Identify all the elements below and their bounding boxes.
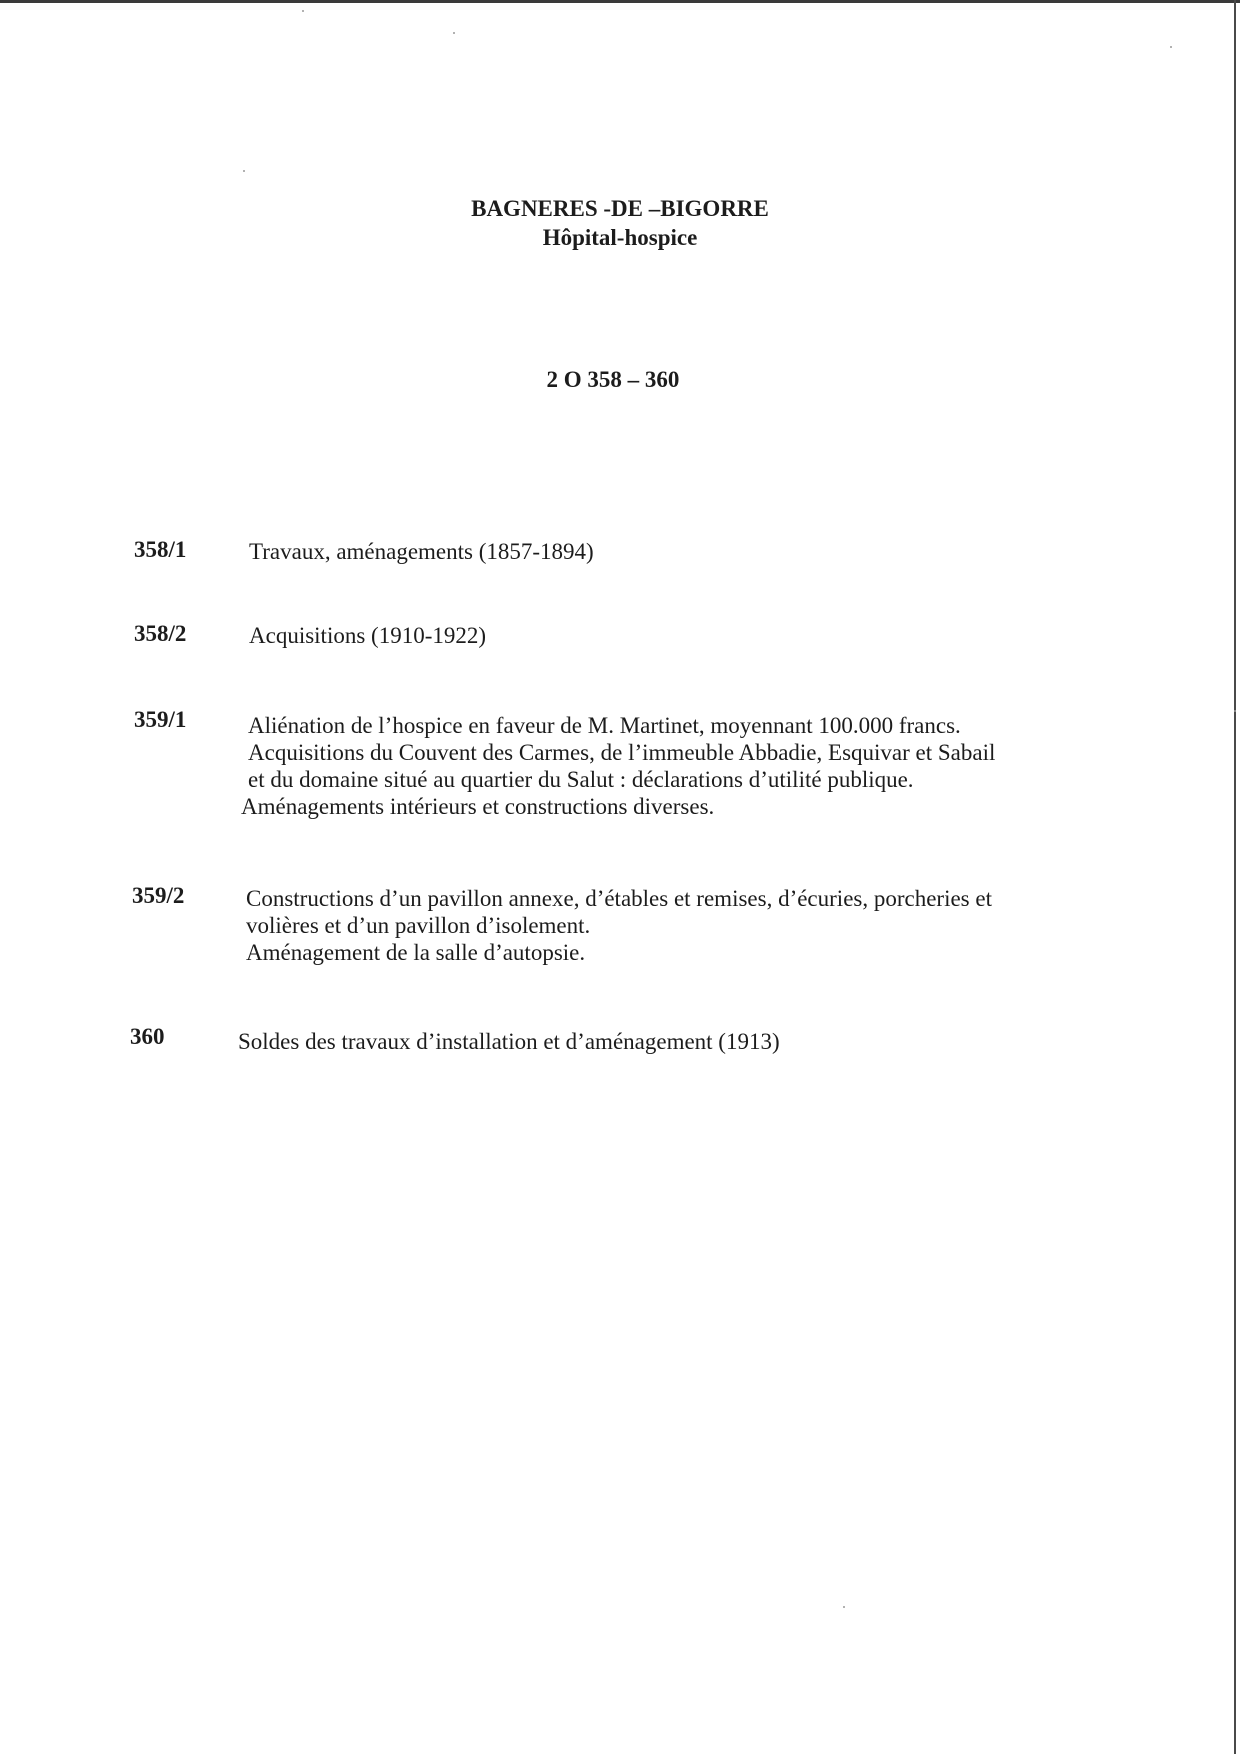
entry-description xyxy=(249,622,486,649)
entry-description xyxy=(241,712,996,820)
entry-ref: 359/1 xyxy=(134,707,187,732)
scan-speck xyxy=(1170,46,1172,48)
entry-ref: 358/2 xyxy=(134,621,187,646)
scan-speck xyxy=(243,170,245,172)
entry-ref: 359/2 xyxy=(132,883,185,908)
scan-speck xyxy=(1234,710,1236,712)
entry-line: volières et d’un pavillon d’isolement. xyxy=(246,913,591,938)
page-title: BAGNERES -DE –BIGORRE xyxy=(471,196,769,221)
entry-description xyxy=(238,1028,780,1055)
archive-cote: 2 O 358 – 360 xyxy=(546,367,680,392)
scan-speck xyxy=(843,1606,845,1608)
scan-border-right xyxy=(1234,0,1236,1754)
scan-speck xyxy=(302,10,304,12)
document-header xyxy=(0,194,1240,252)
scan-border-top xyxy=(0,0,1240,3)
page-subtitle: Hôpital-hospice xyxy=(542,225,698,250)
entry-line: Aliénation de l’hospice en faveur de M. Martinet, moyennant 100.000 francs. xyxy=(248,713,961,738)
entry-line: et du domaine situé au quartier du Salut : déclarations d’utilité publique. xyxy=(248,767,914,792)
entry-line: Travaux, aménagements (1857-1894) xyxy=(249,539,594,564)
entry-ref: 360 xyxy=(130,1024,165,1049)
entry-line: Aménagements intérieurs et constructions diverses. xyxy=(241,794,715,819)
entry-line: Aménagement de la salle d’autopsie. xyxy=(246,940,586,965)
entry-line: Constructions d’un pavillon annexe, d’étables et remises, d’écuries, porcheries et xyxy=(246,886,992,911)
entry-line: Soldes des travaux d’installation et d’aménagement (1913) xyxy=(238,1029,780,1054)
entry-line: Acquisitions (1910-1922) xyxy=(249,623,487,648)
entry-ref: 358/1 xyxy=(134,537,187,562)
entry-line: Acquisitions du Couvent des Carmes, de l’immeuble Abbadie, Esquivar et Sabail xyxy=(248,740,996,765)
entry-description xyxy=(249,538,594,565)
scan-speck xyxy=(453,32,455,34)
entry-description xyxy=(246,885,992,966)
